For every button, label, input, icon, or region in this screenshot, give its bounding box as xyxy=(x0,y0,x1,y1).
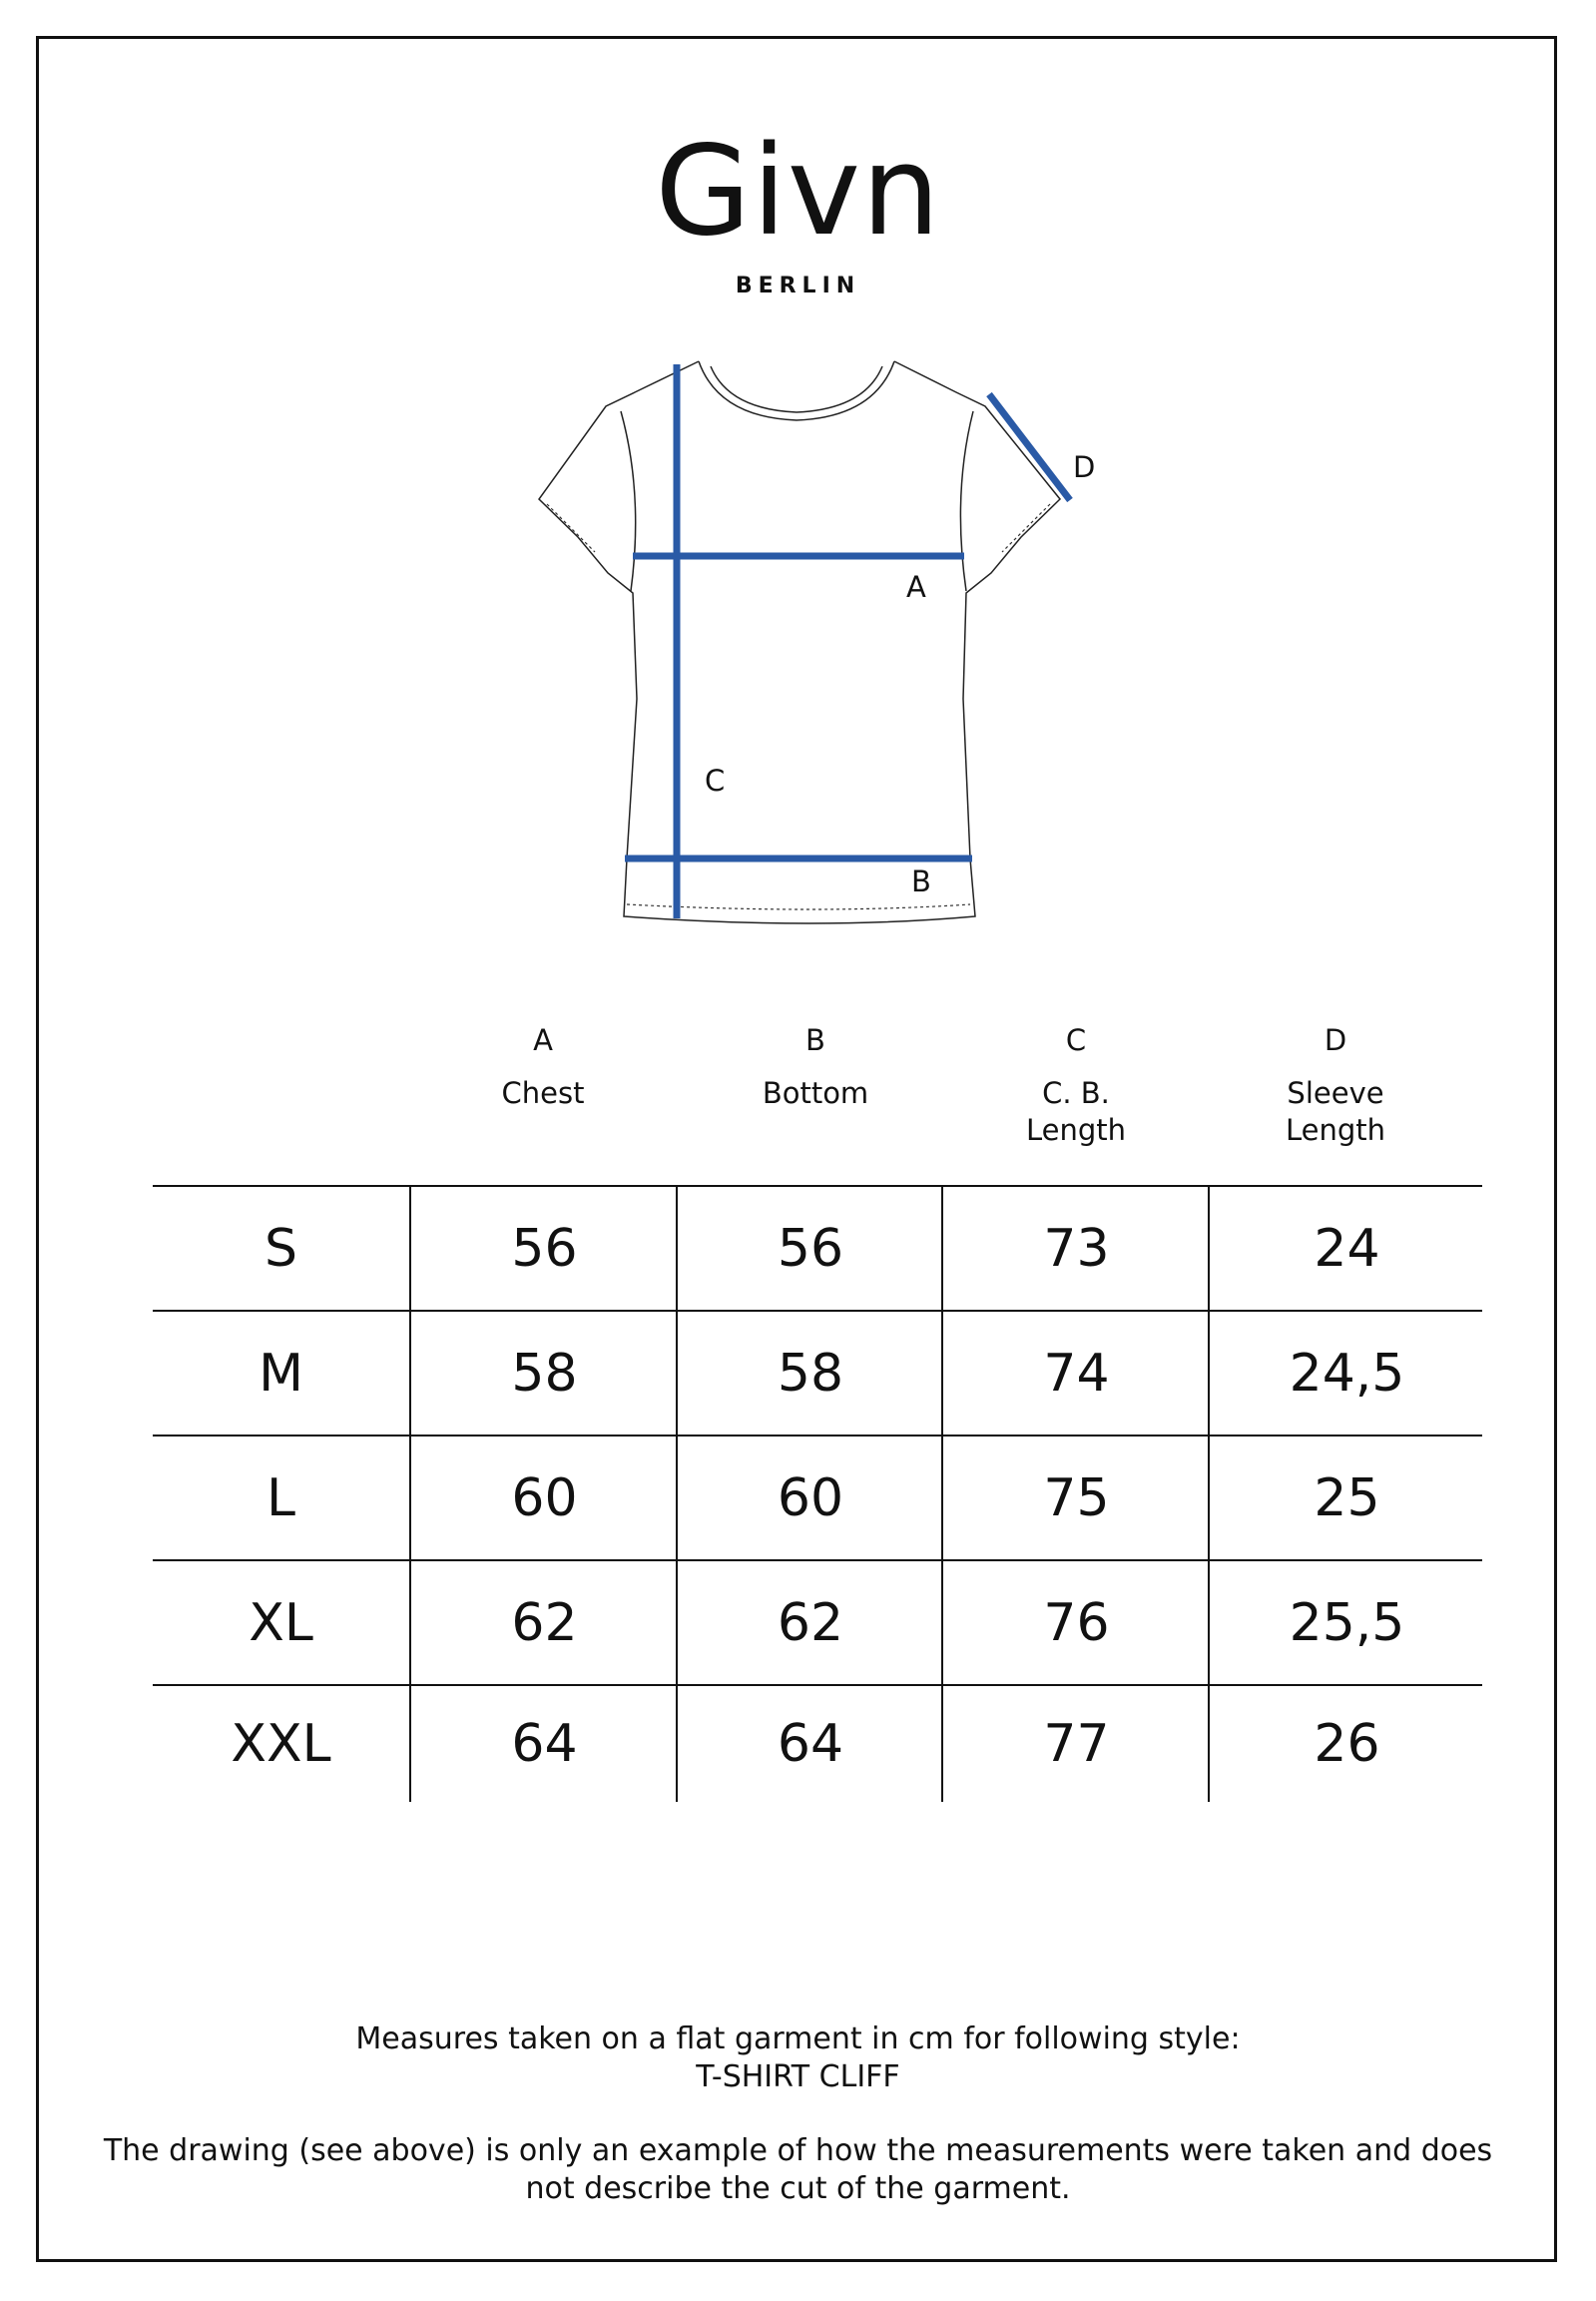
bottom-cell: 60 xyxy=(676,1437,943,1559)
size-cell: XXL xyxy=(231,1714,331,1774)
sleeve-cell: 24 xyxy=(1208,1187,1484,1310)
column-name: Chest xyxy=(501,1076,585,1110)
column-letter: A xyxy=(533,1023,553,1057)
chest-cell: 60 xyxy=(409,1437,678,1559)
sleeve-cell: 24,5 xyxy=(1208,1312,1484,1435)
column-name: Bottom xyxy=(762,1076,869,1110)
table-row xyxy=(153,1684,1482,1802)
column-header-b xyxy=(696,1022,935,1112)
column-name: C. B. Length xyxy=(1025,1076,1127,1147)
label-c: C xyxy=(705,764,726,798)
sleeve-cell: 25,5 xyxy=(1208,1561,1484,1684)
length-cell: 73 xyxy=(941,1187,1210,1310)
column-header-a xyxy=(423,1022,663,1112)
bottom-cell: 58 xyxy=(676,1312,943,1435)
bottom-cell: 62 xyxy=(676,1561,943,1684)
length-cell: 75 xyxy=(941,1437,1210,1559)
table-row xyxy=(153,1559,1482,1684)
sleeve-cell: 26 xyxy=(1208,1686,1484,1802)
brand-city: BERLIN xyxy=(735,274,861,298)
bottom-cell: 64 xyxy=(676,1686,943,1802)
sleeve-cell: 25 xyxy=(1208,1437,1484,1559)
label-b: B xyxy=(911,864,931,898)
chest-cell: 62 xyxy=(409,1561,678,1684)
disclaimer-line: The drawing (see above) is only an example of how the measurements were taken and does xyxy=(103,2133,1493,2168)
brand-logo xyxy=(0,120,1596,298)
column-name: Sleeve Length xyxy=(1285,1076,1386,1147)
size-cell: L xyxy=(266,1467,295,1528)
size-table xyxy=(153,1185,1482,1802)
disclaimer-line: not describe the cut of the garment. xyxy=(525,2171,1071,2206)
chest-cell: 56 xyxy=(409,1187,678,1310)
column-letter: D xyxy=(1324,1023,1347,1057)
label-a: A xyxy=(906,570,926,604)
style-name: T-SHIRT CLIFF xyxy=(696,2059,900,2094)
measures-note xyxy=(60,2020,1536,2096)
column-letter: B xyxy=(805,1023,825,1057)
bottom-cell: 56 xyxy=(676,1187,943,1310)
table-row xyxy=(153,1310,1482,1435)
size-cell: XL xyxy=(249,1592,313,1653)
drawing-disclaimer xyxy=(60,2132,1536,2208)
table-row xyxy=(153,1435,1482,1559)
length-cell: 77 xyxy=(941,1686,1210,1802)
size-cell: M xyxy=(259,1343,303,1404)
column-letter: C xyxy=(1065,1023,1087,1057)
brand-name: Givn xyxy=(655,120,941,264)
column-header-c xyxy=(956,1022,1196,1149)
chest-cell: 64 xyxy=(409,1686,678,1802)
length-cell: 76 xyxy=(941,1561,1210,1684)
label-d: D xyxy=(1073,450,1096,484)
page-frame xyxy=(36,36,1557,2262)
column-header-d xyxy=(1216,1022,1455,1149)
chest-cell: 58 xyxy=(409,1312,678,1435)
length-cell: 74 xyxy=(941,1312,1210,1435)
table-row xyxy=(153,1185,1482,1310)
measures-note-line: Measures taken on a flat garment in cm for following style: xyxy=(355,2021,1241,2056)
size-cell: S xyxy=(264,1218,297,1279)
